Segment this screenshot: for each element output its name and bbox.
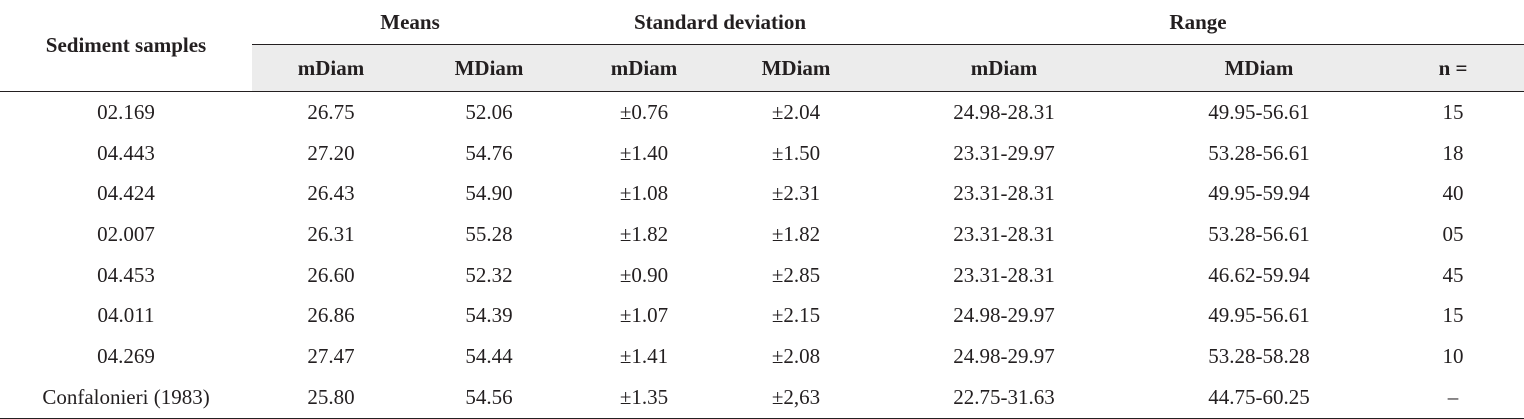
cell-mean-mdiam: 26.75 bbox=[307, 99, 355, 124]
cell-range-mdiam: 23.31-29.97 bbox=[953, 140, 1055, 165]
table-row bbox=[0, 377, 1524, 418]
cell-sd-MDiam: ±1.50 bbox=[771, 140, 821, 165]
subheader-range-MDiam: MDiam bbox=[1136, 45, 1382, 92]
cell-sample: 04.443 bbox=[97, 140, 155, 165]
cell-sample: 02.007 bbox=[97, 221, 155, 246]
group-header-standard-deviation: Standard deviation bbox=[568, 0, 872, 45]
cell-range-MDiam: 49.95-56.61 bbox=[1208, 99, 1310, 124]
cell-sd-MDiam: ±2.08 bbox=[771, 343, 821, 368]
cell-sample: 04.453 bbox=[97, 262, 155, 287]
cell-mean-mdiam: 25.80 bbox=[252, 377, 410, 418]
cell-range-MDiam: 49.95-56.61 bbox=[1208, 303, 1310, 328]
cell-range-MDiam: 53.28-58.28 bbox=[1208, 343, 1310, 368]
group-header-means: Means bbox=[252, 0, 568, 45]
cell-range-MDiam: 53.28-56.61 bbox=[1208, 221, 1310, 246]
cell-mean-mdiam: 26.31 bbox=[307, 221, 355, 246]
cell-sd-mdiam: ±0.76 bbox=[619, 99, 669, 124]
header-row-groups bbox=[0, 0, 1524, 45]
cell-range-mdiam: 23.31-28.31 bbox=[953, 221, 1055, 246]
cell-mean-MDiam: 54.76 bbox=[465, 140, 513, 165]
cell-mean-MDiam: 54.56 bbox=[410, 377, 568, 418]
cell-range-mdiam: 23.31-28.31 bbox=[953, 181, 1055, 206]
table-row bbox=[0, 173, 1524, 214]
cell-mean-mdiam: 27.47 bbox=[307, 343, 355, 368]
subheader-sd-mdiam: mDiam bbox=[568, 45, 720, 92]
cell-sd-MDiam: ±2.04 bbox=[771, 99, 821, 124]
cell-range-MDiam: 49.95-59.94 bbox=[1208, 181, 1310, 206]
cell-sd-mdiam: ±0.90 bbox=[619, 262, 669, 287]
cell-range-MDiam: 53.28-56.61 bbox=[1208, 140, 1310, 165]
cell-mean-MDiam: 54.39 bbox=[465, 303, 513, 328]
cell-sd-mdiam: ±1.07 bbox=[619, 303, 669, 328]
cell-mean-mdiam: 26.43 bbox=[307, 181, 355, 206]
table-row bbox=[0, 214, 1524, 255]
cell-mean-MDiam: 52.32 bbox=[465, 262, 513, 287]
subheader-sd-MDiam: MDiam bbox=[720, 45, 872, 92]
table-row bbox=[0, 336, 1524, 377]
cell-sd-MDiam: ±2.15 bbox=[771, 303, 821, 328]
cell-mean-MDiam: 55.28 bbox=[465, 221, 513, 246]
cell-sd-mdiam: ±1.35 bbox=[568, 377, 720, 418]
cell-mean-mdiam: 26.86 bbox=[307, 303, 355, 328]
cell-range-mdiam: 24.98-28.31 bbox=[953, 99, 1055, 124]
subheader-range-mdiam: mDiam bbox=[872, 45, 1136, 92]
cell-mean-MDiam: 54.44 bbox=[465, 343, 513, 368]
cell-sd-mdiam: ±1.41 bbox=[619, 343, 669, 368]
cell-n: 15 bbox=[1442, 99, 1464, 124]
cell-n: 05 bbox=[1442, 221, 1464, 246]
cell-sd-MDiam: ±2.31 bbox=[771, 181, 821, 206]
cell-range-mdiam: 23.31-28.31 bbox=[953, 262, 1055, 287]
cell-sd-mdiam: ±1.08 bbox=[619, 181, 669, 206]
cell-n: 45 bbox=[1442, 262, 1464, 287]
cell-sd-mdiam: ±1.40 bbox=[619, 140, 669, 165]
cell-mean-MDiam: 52.06 bbox=[465, 99, 513, 124]
cell-sample: 02.169 bbox=[97, 99, 155, 124]
cell-n: 18 bbox=[1442, 140, 1464, 165]
cell-mean-mdiam: 27.20 bbox=[307, 140, 355, 165]
subheader-means-MDiam: MDiam bbox=[410, 45, 568, 92]
group-header-range: Range bbox=[872, 0, 1524, 45]
cell-sample: 04.011 bbox=[97, 303, 155, 328]
cell-n: 40 bbox=[1442, 181, 1464, 206]
table-row bbox=[0, 92, 1524, 133]
cell-range-mdiam: 24.98-29.97 bbox=[953, 303, 1055, 328]
cell-n: 10 bbox=[1442, 343, 1464, 368]
cell-range-MDiam: 44.75-60.25 bbox=[1136, 377, 1382, 418]
cell-sd-MDiam: ±1.82 bbox=[771, 221, 821, 246]
table-row bbox=[0, 133, 1524, 174]
cell-range-MDiam: 46.62-59.94 bbox=[1208, 262, 1310, 287]
cell-range-mdiam: 24.98-29.97 bbox=[953, 343, 1055, 368]
subheader-n: n = bbox=[1382, 45, 1524, 92]
cell-mean-mdiam: 26.60 bbox=[307, 262, 355, 287]
cell-sample: 04.424 bbox=[97, 181, 155, 206]
cell-range-mdiam: 22.75-31.63 bbox=[872, 377, 1136, 418]
cell-sample: Confalonieri (1983) bbox=[0, 377, 252, 418]
cell-sd-MDiam: ±2.85 bbox=[771, 262, 821, 287]
cell-n: – bbox=[1382, 377, 1524, 418]
table-row bbox=[0, 295, 1524, 336]
cell-sample: 04.269 bbox=[97, 343, 155, 368]
table-row bbox=[0, 255, 1524, 296]
cell-mean-MDiam: 54.90 bbox=[465, 181, 513, 206]
cell-n: 15 bbox=[1442, 303, 1464, 328]
row-header-sediment-samples: Sediment samples bbox=[0, 0, 252, 92]
cell-sd-MDiam: ±2,63 bbox=[720, 377, 872, 418]
subheader-means-mdiam: mDiam bbox=[252, 45, 410, 92]
cell-sd-mdiam: ±1.82 bbox=[619, 221, 669, 246]
